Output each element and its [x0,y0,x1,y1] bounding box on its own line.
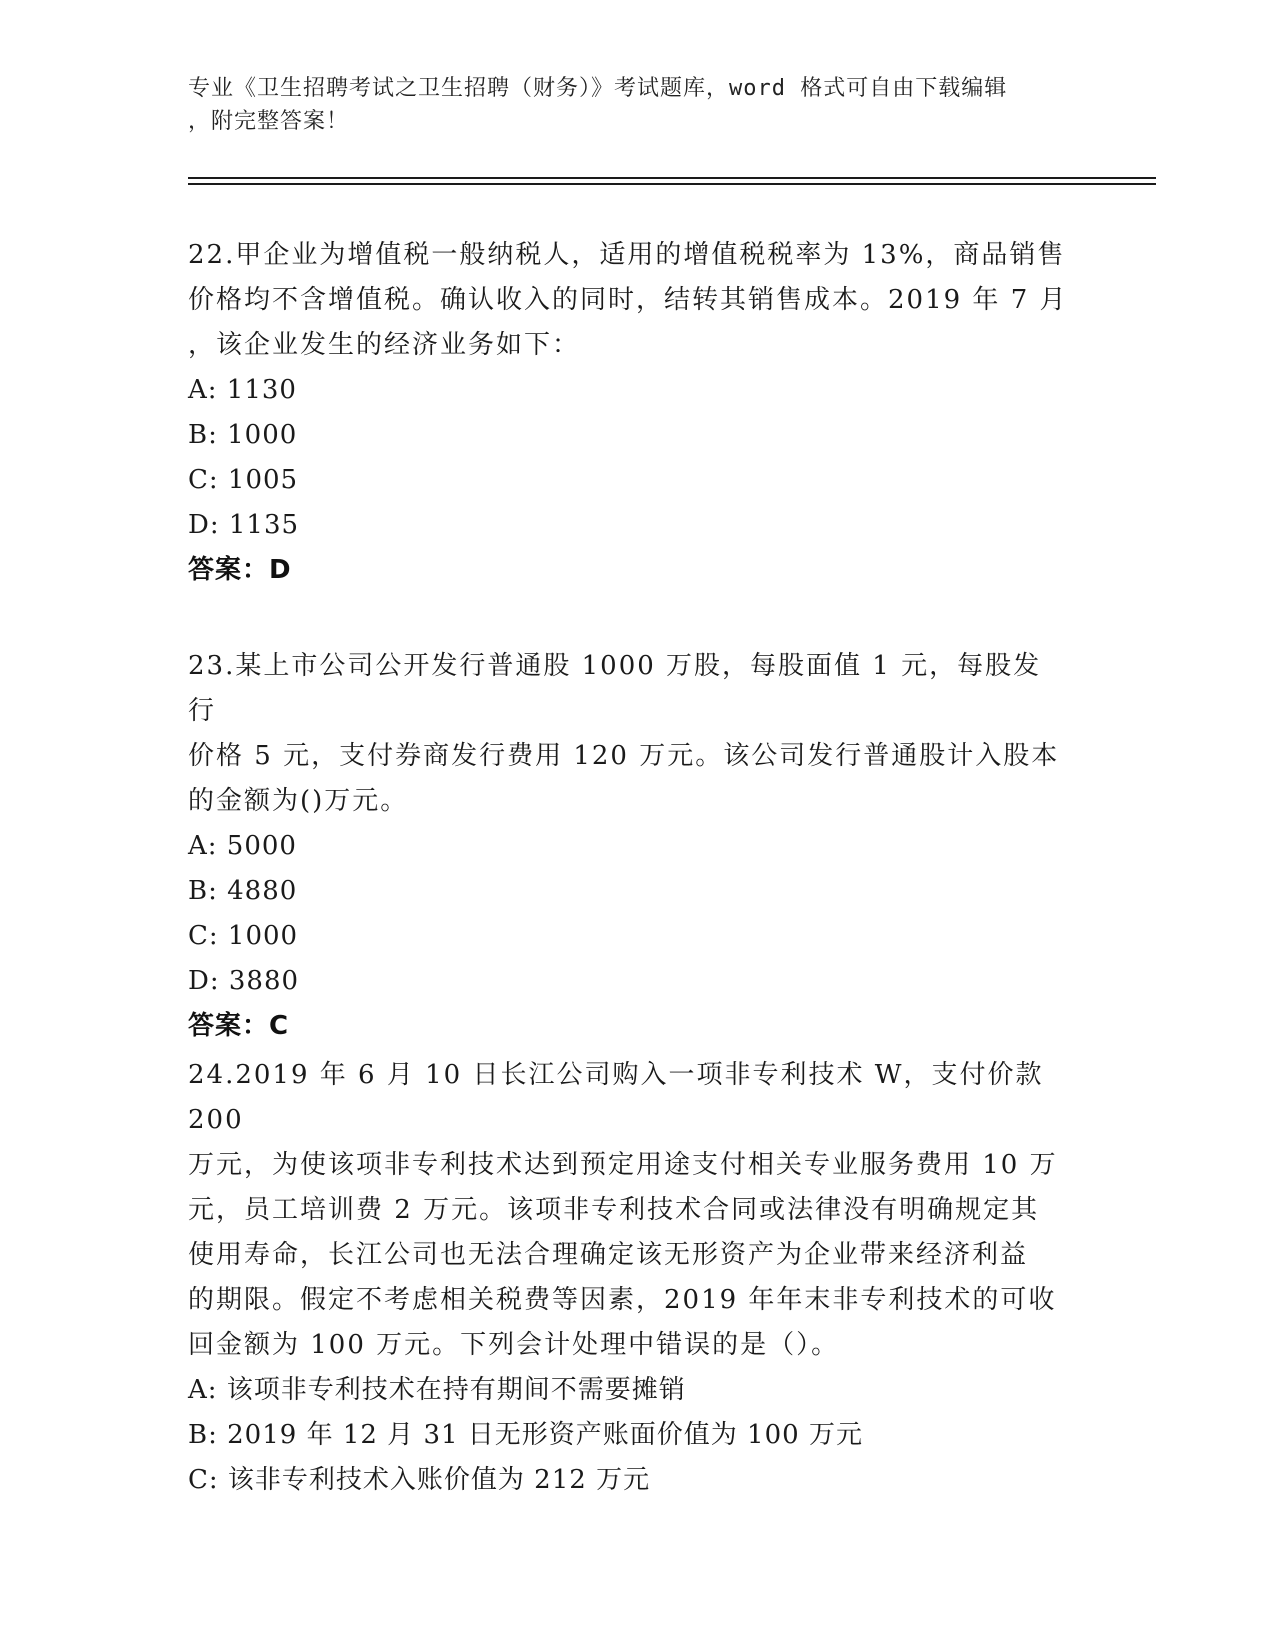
header-note: 专业《卫生招聘考试之卫生招聘（财务）》考试题库，word 格式可自由下载编辑 ，附完整答案！ [188,76,1008,134]
question-stem: 22.甲企业为增值税一般纳税人，适用的增值税税率为 13%，商品销售 价格均不含增值税。确认收入的同时，结转其销售成本。2019 年 7 月 ，该企业发生的经济业务如下： [188,240,1068,360]
question-23 [188,644,1068,1049]
option-a: A: 1130 [188,375,297,405]
header-divider-top [188,177,1156,179]
option-a: A: 该项非专利技术在持有期间不需要摊销 [188,1375,686,1405]
option-d: D: 3880 [188,966,300,996]
option-c: C: 1000 [188,921,299,951]
option-c: C: 该非专利技术入账价值为 212 万元 [188,1465,651,1495]
answer: 答案：D [188,555,292,585]
option-b: B: 1000 [188,420,298,450]
question-stem: 24.2019 年 6 月 10 日长江公司购入一项非专利技术 W，支付价款 200 万元，为使该项非专利技术达到预定用途支付相关专业服务费用 10 万 元，员工培训费 2 万元。该项非专利技术合同或法律没有明确规定其 使用寿命，长江公司也无法合理确定该无形资产为企业带来经济利益 的期限。假定不考虑相关税费等因素，2019 年年末非专利技术的可收 回金额为 100 万元。下列会计处理中错误的是（）。 [188,1060,1058,1360]
question-24 [188,1053,1068,1503]
question-22 [188,233,1068,593]
header-divider-bottom [188,183,1156,185]
option-b: B: 4880 [188,876,298,906]
option-c: C: 1005 [188,465,299,495]
option-a: A: 5000 [188,831,297,861]
question-stem: 23.某上市公司公开发行普通股 1000 万股，每股面值 1 元，每股发行 价格 5 元，支付券商发行费用 120 万元。该公司发行普通股计入股本 的金额为()万元。 [188,651,1060,816]
answer: 答案：C [188,1011,290,1041]
option-b: B: 2019 年 12 月 31 日无形资产账面价值为 100 万元 [188,1420,863,1450]
option-d: D: 1135 [188,510,300,540]
